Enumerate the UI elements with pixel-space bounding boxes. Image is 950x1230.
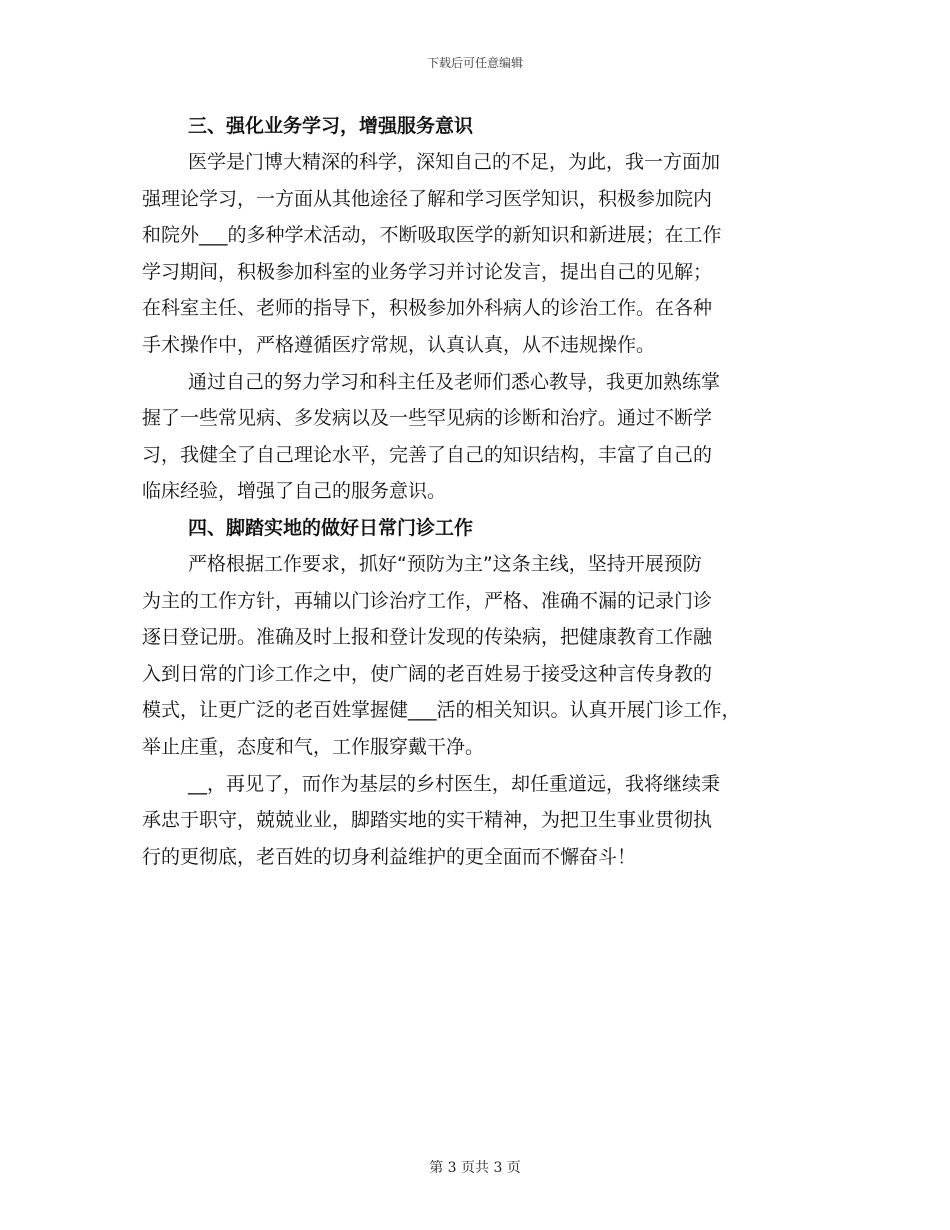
paragraph	[142, 144, 812, 364]
text-line: 为主的工作方针，再辅以门诊治疗工作，严格、准确不漏的记录门诊	[142, 589, 713, 612]
text-line: 习，我健全了自己理论水平，完善了自己的知识结构，丰富了自己的	[142, 443, 713, 466]
text-line: 模式，让更广泛的老百姓掌握健___活的相关知识。认真开展门诊工作，	[142, 699, 741, 722]
text-line: __，再见了，而作为基层的乡村医生，却任重道远，我将继续秉	[188, 772, 721, 795]
text-line: 逐日登记册。准确及时上报和登计发现的传染病，把健康教育工作融	[142, 626, 713, 649]
text-line: 手术操作中，严格遵循医疗常规，认真认真，从不违规操作。	[142, 333, 656, 356]
text-line: 在科室主任、老师的指导下，积极参加外科病人的诊治工作。在各种	[142, 297, 713, 320]
document-body	[142, 108, 812, 875]
text-line: 和院外___的多种学术活动，不断吸取医学的新知识和新进展；在工作	[142, 224, 722, 247]
text-line: 举止庄重，态度和气，工作服穿戴干净。	[142, 735, 485, 758]
paragraph	[142, 546, 812, 766]
text-line: 承忠于职守，兢兢业业，脚踏实地的实干精神，为把卫生事业贯彻执	[142, 809, 713, 832]
paragraph	[142, 364, 812, 510]
text-line: 入到日常的门诊工作之中，使广阔的老百姓易于接受这种言传身教的	[142, 662, 713, 685]
page-footer: 第 3 页共 3 页	[429, 1160, 521, 1176]
page-header: 下载后可任意编辑	[426, 56, 523, 70]
paragraph	[142, 766, 812, 876]
text-line: 严格根据工作要求，抓好“预防为主”这条主线，坚持开展预防	[188, 552, 702, 575]
text-line: 医学是门博大精深的科学，深知自己的不足，为此，我一方面加	[188, 151, 721, 173]
text-line: 行的更彻底，老百姓的切身利益维护的更全面而不懈奋斗！	[142, 845, 637, 868]
section-heading: 四、脚踏实地的做好日常门诊工作	[188, 516, 474, 539]
text-line: 握了一些常见病、多发病以及一些罕见病的诊断和治疗。通过不断学	[142, 407, 713, 430]
text-line: 强理论学习，一方面从其他途径了解和学习医学知识，积极参加院内	[142, 187, 713, 210]
section-heading: 三、强化业务学习，增强服务意识	[188, 115, 474, 137]
text-line: 临床经验，增强了自己的服务意识。	[142, 480, 447, 503]
text-line: 通过自己的努力学习和科主任及老师们悉心教导，我更加熟练掌	[188, 370, 721, 393]
text-line: 学习期间，积极参加科室的业务学习并讨论发言，提出自己的见解；	[142, 260, 713, 283]
